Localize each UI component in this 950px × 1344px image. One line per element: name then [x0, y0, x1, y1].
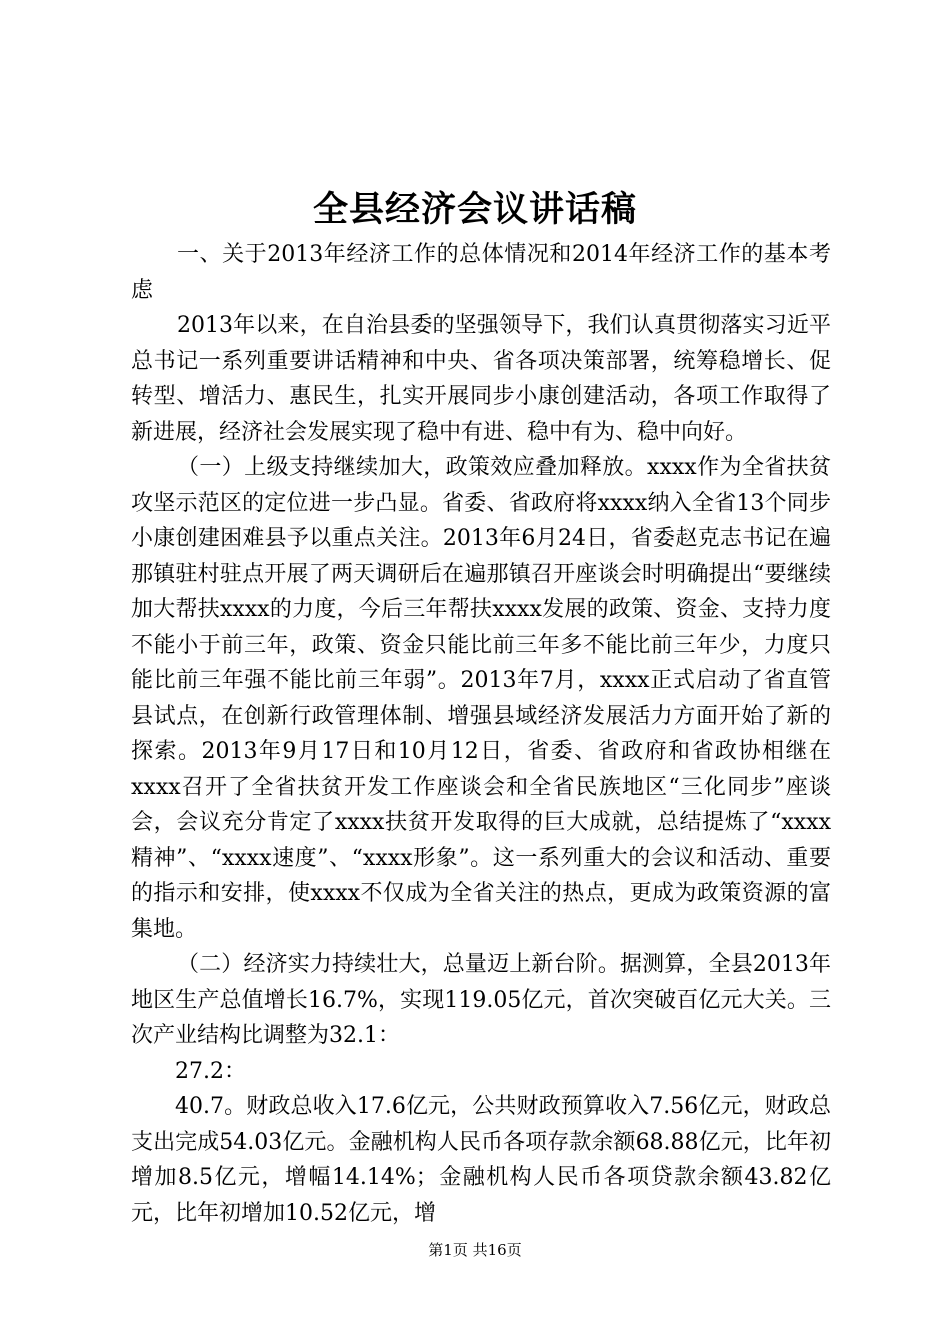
document-body	[131, 237, 831, 1231]
paragraph-ratio-part: 27.2：	[175, 1058, 246, 1084]
paragraph-economic-strength: （二）经济实力持续壮大，总量迈上新台阶。据测算，全县2013年地区生产总值增长16.7%，实现119.05亿元，首次突破百亿元大关。三次产业结构比调整为32.1：	[131, 952, 831, 1048]
paragraph-policy-support: （一）上级支持继续加大，政策效应叠加释放。xxxx作为全省扶贫攻坚示范区的定位进一步凸显。省委、省政府将xxxx纳入全省13个同步小康创建困难县予以重点关注。2013年6月24日，省委赵克志书记在遍那镇驻村驻点开展了两天调研后在遍那镇召开座谈会时明确提出“要继续加大帮扶xxxx的力度，今后三年帮扶xxxx发展的政策、资金、支持力度不能小于前三年，政策、资金只能比前三年多不能比前三年少，力度只能比前三年强不能比前三年弱”。2013年7月，xxxx正式启动了省直管县试点，在创新行政管理体制、增强县域经济发展活力方面开始了新的探索。2013年9月17日和10月12日，省委、省政府和省政协相继在xxxx召开了全省扶贫开发工作座谈会和全省民族地区“三化同步”座谈会，会议充分肯定了xxxx扶贫开发取得的巨大成就，总结提炼了“xxxx精神”、“xxxx速度”、“xxxx形象”。这一系列重大的会议和活动、重要的指示和安排，使xxxx不仅成为全省关注的热点，更成为政策资源的富集地。	[131, 455, 831, 942]
paragraph-intro: 2013年以来，在自治县委的坚强领导下，我们认真贯彻落实习近平总书记一系列重要讲话精神和中央、省各项决策部署，统筹稳增长、促转型、增活力、惠民生，扎实开展同步小康创建活动，各项工作取得了新进展，经济社会发展实现了稳中有进、稳中有为、稳中向好。	[131, 313, 831, 445]
document-title: 全县经济会议讲话稿	[312, 189, 637, 230]
paragraph-finance: 40.7。财政总收入17.6亿元，公共财政预算收入7.56亿元，财政总支出完成54.03亿元。金融机构人民币各项存款余额68.88亿元，比年初增加8.5亿元，增幅14.14%；金融机构人民币各项贷款余额43.82亿元，比年初增加10.52亿元，增	[131, 1094, 831, 1226]
page-footer: 第1页 共16页	[428, 1241, 522, 1259]
section-heading: 一、关于2013年经济工作的总体情况和2014年经济工作的基本考虑	[131, 242, 831, 303]
